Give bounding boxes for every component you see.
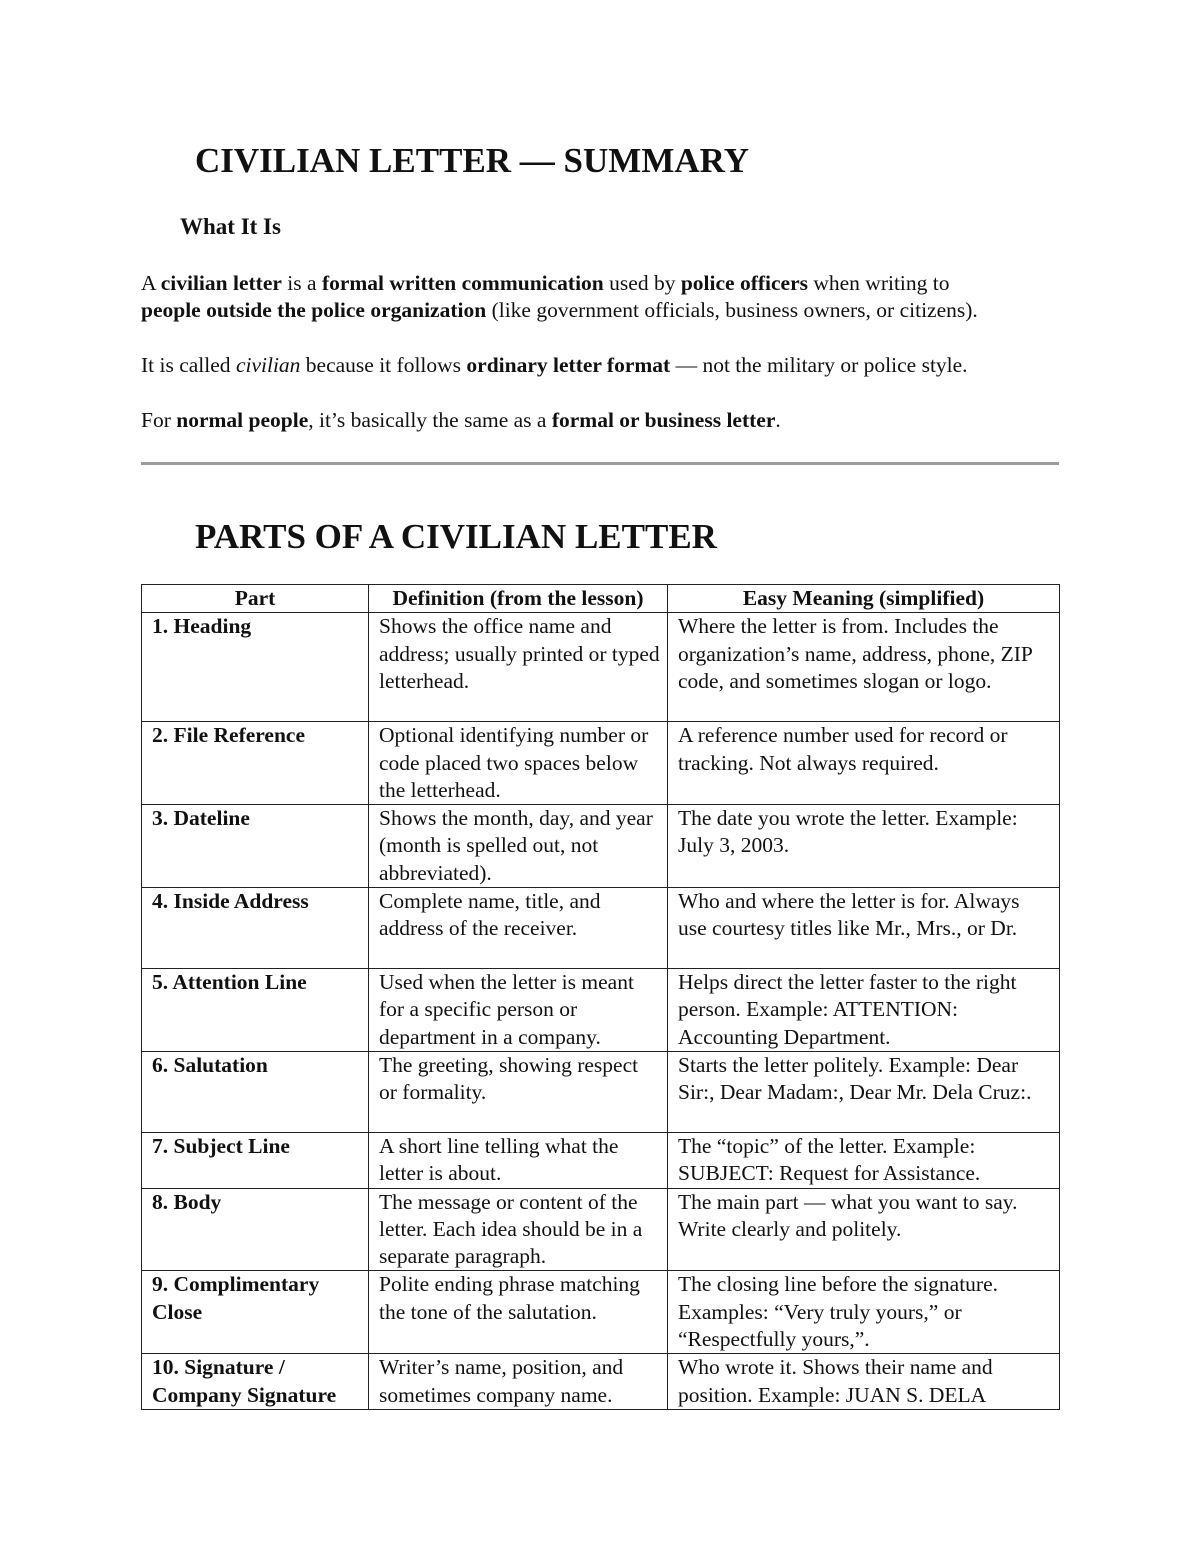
definition-cell: A short line telling what the letter is about. <box>369 1132 668 1188</box>
paragraph-why-civilian <box>141 352 1071 379</box>
column-header-definition: Definition (from the lesson) <box>369 585 668 613</box>
text-run: — not the military or police style. <box>670 353 968 377</box>
meaning-cell: The date you wrote the letter. Example: July 3, 2003. <box>668 805 1060 888</box>
definition-cell: Used when the letter is meant for a specific person or department in a company. <box>369 969 668 1052</box>
text-run: is a <box>281 271 322 295</box>
bold-run: civilian letter <box>160 271 282 295</box>
bold-run: people outside the police organization <box>141 298 487 322</box>
part-cell: 10. Signature / Company Signature <box>142 1354 369 1410</box>
table-row <box>142 1051 1060 1132</box>
part-cell: 8. Body <box>142 1188 369 1271</box>
meaning-cell: Who and where the letter is for. Always use courtesy titles like Mr., Mrs., or Dr. <box>668 888 1060 969</box>
bold-run: ordinary letter format <box>466 353 671 377</box>
meaning-cell: The “topic” of the letter. Example: SUBJECT: Request for Assistance. <box>668 1132 1060 1188</box>
table-row <box>142 1132 1060 1188</box>
definition-cell: Complete name, title, and address of the receiver. <box>369 888 668 969</box>
table-row <box>142 613 1060 722</box>
text-run: , it’s basically the same as a <box>308 408 552 432</box>
table-header-row <box>142 585 1060 613</box>
text-run: A <box>141 271 161 295</box>
part-cell: 4. Inside Address <box>142 888 369 969</box>
column-header-meaning: Easy Meaning (simplified) <box>668 585 1060 613</box>
meaning-cell: Helps direct the letter faster to the right person. Example: ATTENTION: Accounting Department. <box>668 969 1060 1052</box>
text-run: . <box>775 408 781 432</box>
text-run: used by <box>603 271 681 295</box>
text-run: For <box>141 408 177 432</box>
part-cell: 3. Dateline <box>142 805 369 888</box>
bold-run: formal or business letter <box>551 408 776 432</box>
part-cell: 7. Subject Line <box>142 1132 369 1188</box>
table-row <box>142 722 1060 805</box>
text-run: when writing to <box>807 271 950 295</box>
meaning-cell: A reference number used for record or tracking. Not always required. <box>668 722 1060 805</box>
definition-cell: Optional identifying number or code placed two spaces below the letterhead. <box>369 722 668 805</box>
part-cell: 1. Heading <box>142 613 369 722</box>
definition-cell: The message or content of the letter. Each idea should be in a separate paragraph. <box>369 1188 668 1271</box>
definition-cell: The greeting, showing respect or formality. <box>369 1051 668 1132</box>
table-row <box>142 1354 1060 1410</box>
bold-run: normal people <box>176 408 309 432</box>
meaning-cell: The closing line before the signature. Examples: “Very truly yours,” or “Respectfully yours,”. <box>668 1271 1060 1354</box>
definition-cell: Polite ending phrase matching the tone of the salutation. <box>369 1271 668 1354</box>
parts-table <box>141 584 1060 1410</box>
part-cell: 5. Attention Line <box>142 969 369 1052</box>
definition-cell: Writer’s name, position, and sometimes company name. <box>369 1354 668 1410</box>
meaning-cell: The main part — what you want to say. Write clearly and politely. <box>668 1188 1060 1271</box>
table-row <box>142 969 1060 1052</box>
paragraph-normal-people <box>141 407 1071 434</box>
meaning-cell: Where the letter is from. Includes the organization’s name, address, phone, ZIP code, and sometimes slogan or logo. <box>668 613 1060 722</box>
meaning-cell: Who wrote it. Shows their name and position. Example: JUAN S. DELA <box>668 1354 1060 1410</box>
paragraph-definition <box>141 270 1071 324</box>
page-title: CIVILIAN LETTER — SUMMARY <box>195 141 749 180</box>
bold-run: formal written communication <box>321 271 604 295</box>
text-run: (like government officials, business owners, or citizens). <box>486 298 978 322</box>
section-heading-what-it-is: What It Is <box>180 214 281 239</box>
table-row <box>142 1271 1060 1354</box>
part-cell: 2. File Reference <box>142 722 369 805</box>
text-run: because it follows <box>300 353 467 377</box>
bold-run: police officers <box>680 271 808 295</box>
part-cell: 6. Salutation <box>142 1051 369 1132</box>
table-row <box>142 1188 1060 1271</box>
meaning-cell: Starts the letter politely. Example: Dear Sir:, Dear Madam:, Dear Mr. Dela Cruz:. <box>668 1051 1060 1132</box>
parts-title: PARTS OF A CIVILIAN LETTER <box>195 517 717 556</box>
text-run: It is called <box>141 353 236 377</box>
part-cell: 9. Complimentary Close <box>142 1271 369 1354</box>
table-row <box>142 805 1060 888</box>
horizontal-divider <box>141 462 1059 465</box>
italic-run: civilian <box>235 353 301 377</box>
definition-cell: Shows the office name and address; usually printed or typed letterhead. <box>369 613 668 722</box>
definition-cell: Shows the month, day, and year (month is spelled out, not abbreviated). <box>369 805 668 888</box>
table-row <box>142 888 1060 969</box>
column-header-part: Part <box>142 585 369 613</box>
